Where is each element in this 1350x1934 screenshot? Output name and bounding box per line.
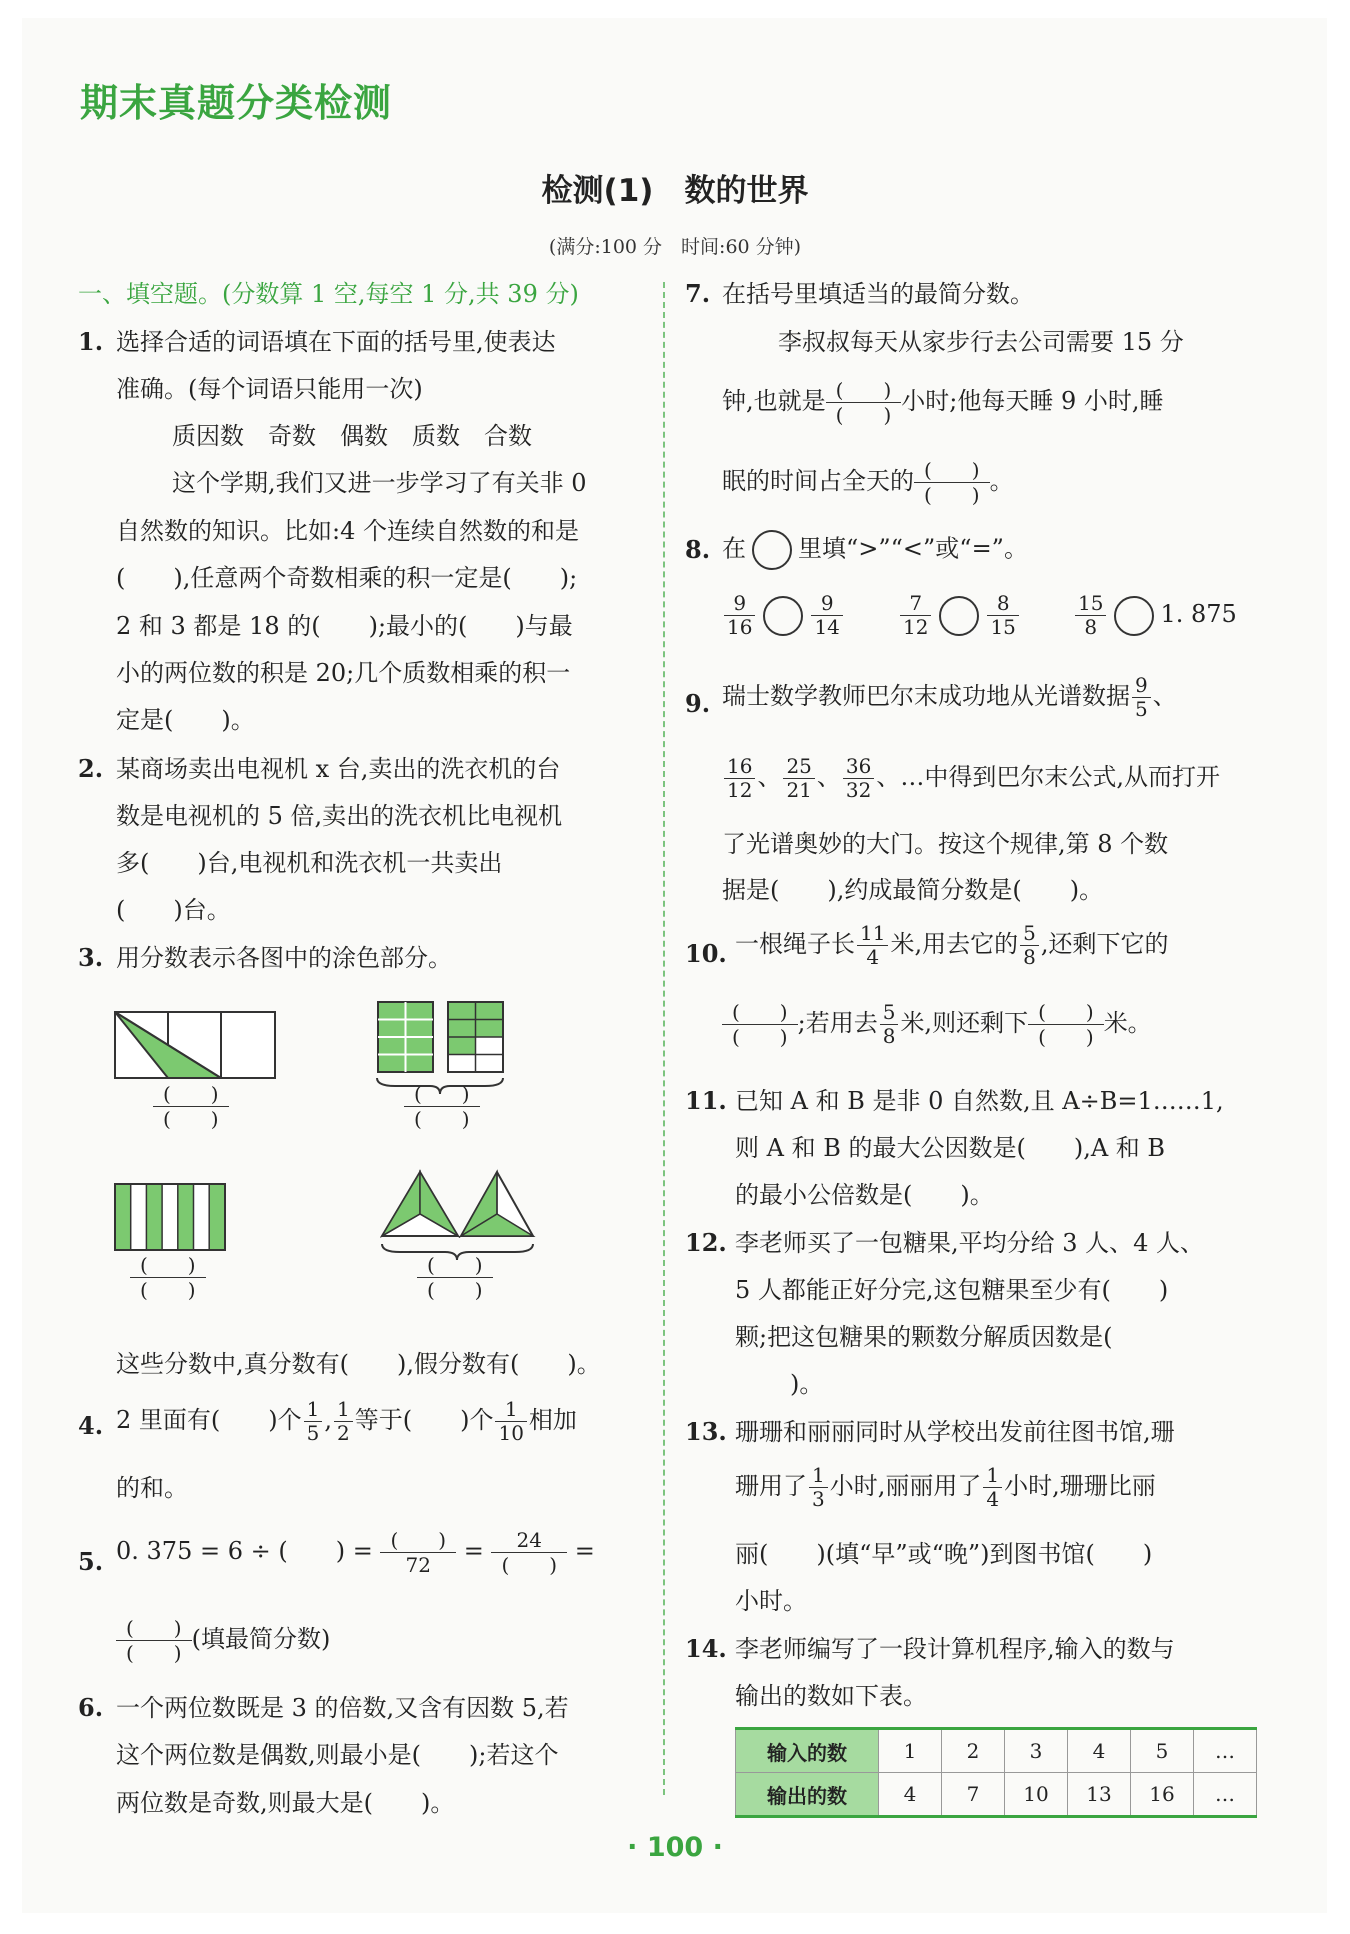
q10-blank-fraction[interactable]: $\frac{( )}{( )}$ (1028, 1000, 1104, 1049)
q9-line: 据是( ),约成最简分数是( )。 (722, 876, 1104, 904)
section-title: 一、填空题。(分数算 1 空,每空 1 分,共 39 分) (78, 280, 579, 308)
q1-line: 选择合适的词语填在下面的括号里,使表达 (116, 328, 556, 356)
q1-line: ( ),任意两个奇数相乘的积一定是( ); (116, 564, 578, 592)
figure-striped-rectangle (115, 1184, 225, 1250)
q14-number: 14. (685, 1634, 727, 1663)
q11-line: 则 A 和 B 的最大公因数是( ),A 和 B (735, 1134, 1166, 1162)
q9-line: $\frac{16}{12}$ 、 $\frac{25}{21}$ 、 $\frac{36}{32}$ 、…中得到巴尔末公式,从而打开 (722, 755, 1220, 802)
fraction: $\frac{1}{2}$ (334, 1398, 353, 1445)
q13-line: 珊珊和丽丽同时从学校出发前往图书馆,珊 (735, 1418, 1175, 1446)
q1-line: 这个学期,我们又进一步学习了有关非 0 (172, 469, 587, 497)
q1-line: 定是( )。 (116, 706, 255, 734)
q2-line: 数是电视机的 5 倍,卖出的洗衣机比电视机 (116, 802, 563, 830)
table-row (736, 1729, 1257, 1773)
q1-word-list: 质因数 奇数 偶数 质数 合数 (172, 422, 532, 450)
table-cell: 1 (879, 1729, 942, 1773)
q9-line: 瑞士数学教师巴尔末成功地从光谱数据 $\frac{9}{5}$ 、 (722, 673, 1177, 721)
q14-line: 输出的数如下表。 (735, 1682, 927, 1710)
page-number: · 100 · (627, 1832, 723, 1863)
compare-circle-icon (752, 530, 792, 570)
q13-line: 珊用了 $\frac{1}{3}$ 小时,丽丽用了 $\frac{1}{4}$ 小时,珊珊比丽 (735, 1463, 1156, 1511)
q11-number: 11. (685, 1086, 727, 1115)
q8-compare-2: $\frac{7}{12}$ $\frac{8}{15}$ (898, 592, 1021, 639)
q12-line: 5 人都能正好分完,这包糖果至少有( ) (735, 1276, 1169, 1304)
q1-line: 准确。(每个词语只能用一次) (116, 375, 423, 403)
exam-meta: (满分:100 分 时间:60 分钟) (548, 236, 802, 258)
q7-number: 7. (685, 279, 711, 308)
q6-line: 两位数是奇数,则最大是( )。 (116, 1789, 455, 1817)
figure-two-triangles (382, 1172, 533, 1260)
q12-line: )。 (790, 1370, 824, 1398)
q10-number: 10. (685, 939, 727, 968)
table-row (736, 1773, 1257, 1817)
q1-line: 2 和 3 都是 18 的( );最小的( )与最 (116, 612, 573, 640)
q5-line: 0. 375 = 6 ÷ ( ) = $\frac{( )}{72}$ = $\frac{24}{( )}$ = (116, 1528, 595, 1577)
q10-line: 一根绳子长 $\frac{11}{4}$ 米,用去它的 $\frac{5}{8}$ ,还剩下它的 (735, 921, 1169, 969)
series-title: 期末真题分类检测 (80, 81, 393, 125)
table-cell: … (1194, 1729, 1257, 1773)
fraction: $\frac{1}{5}$ (304, 1398, 323, 1445)
q4-line: 的和。 (116, 1474, 188, 1502)
q11-line: 的最小公倍数是( )。 (735, 1181, 994, 1209)
q13-line: 小时。 (735, 1587, 807, 1615)
table-cell: 5 (1131, 1729, 1194, 1773)
q5-line: $\frac{( )}{( )}$ (填最简分数) (116, 1616, 330, 1665)
q3-answer-blank-1[interactable]: $\frac{( )}{( )}$ (153, 1082, 229, 1131)
q3-answer-blank-3[interactable]: $\frac{( )}{( )}$ (130, 1253, 206, 1302)
q1-number: 1. (78, 327, 104, 356)
q8-number: 8. (685, 535, 711, 564)
q8-compare-1: $\frac{9}{16}$ $\frac{9}{14}$ (722, 592, 845, 639)
q7-line: 在括号里填适当的最简分数。 (722, 280, 1034, 308)
q8-line: 在 里填“>”“<”或“=”。 (722, 530, 1028, 570)
q2-line: 多( )台,电视机和洗衣机一共卖出 (116, 849, 503, 877)
q10-line: $\frac{( )}{( )}$ ;若用去 $\frac{5}{8}$ 米,则还剩下 $\frac{( )}{( )}$ 米。 (722, 1000, 1152, 1049)
q2-line: 某商场卖出电视机 x 台,卖出的洗衣机的台 (116, 755, 561, 783)
q13-number: 13. (685, 1417, 727, 1446)
q3-number: 3. (78, 943, 104, 972)
q9-number: 9. (685, 689, 711, 718)
figure-two-grids (377, 1002, 503, 1094)
q2-line: ( )台。 (116, 896, 231, 924)
q3-text: 用分数表示各图中的涂色部分。 (116, 944, 452, 972)
q7-line: 李叔叔每天从家步行去公司需要 15 分 (778, 328, 1184, 356)
compare-circle-icon[interactable] (1114, 596, 1154, 636)
q3-answer-blank-4[interactable]: $\frac{( )}{( )}$ (417, 1253, 493, 1302)
q3-footer: 这些分数中,真分数有( ),假分数有( )。 (116, 1350, 601, 1378)
output-label: 输出的数 (736, 1773, 879, 1817)
q12-line: 李老师买了一包糖果,平均分给 3 人、4 人、 (735, 1229, 1205, 1257)
table-cell: … (1194, 1773, 1257, 1817)
column-divider (663, 282, 665, 1795)
q5-number: 5. (78, 1547, 104, 1576)
q7-line: 眠的时间占全天的 $\frac{( )}{( )}$ 。 (722, 458, 1014, 507)
q6-line: 这个两位数是偶数,则最小是( );若这个 (116, 1741, 559, 1769)
q8-compare-3: $\frac{15}{8}$ 1. 875 (1073, 592, 1237, 639)
q2-number: 2. (78, 754, 104, 783)
q10-blank-fraction[interactable]: $\frac{( )}{( )}$ (722, 1000, 798, 1049)
table-cell: 13 (1068, 1773, 1131, 1817)
table-cell: 7 (942, 1773, 1005, 1817)
q4-number: 4. (78, 1411, 104, 1440)
table-cell: 4 (1068, 1729, 1131, 1773)
table-cell: 10 (1005, 1773, 1068, 1817)
q6-line: 一个两位数既是 3 的倍数,又含有因数 5,若 (116, 1694, 569, 1722)
figure-rectangle-triangle (115, 1012, 275, 1078)
table-cell: 4 (879, 1773, 942, 1817)
fraction: $\frac{1}{10}$ (495, 1398, 526, 1445)
compare-circle-icon[interactable] (939, 596, 979, 636)
q5-blank-fraction[interactable]: $\frac{( )}{( )}$ (116, 1616, 192, 1665)
io-table (735, 1727, 1257, 1818)
q4-line: 2 里面有( )个 $\frac{1}{5}$ , $\frac{1}{2}$ 等于( )个 $\frac{1}{10}$ 相加 (116, 1397, 577, 1445)
compare-circle-icon[interactable] (763, 596, 803, 636)
q7-blank-fraction[interactable]: $\frac{( )}{( )}$ (826, 378, 902, 427)
page-title: 检测(1) 数的世界 (541, 173, 809, 209)
table-cell: 16 (1131, 1773, 1194, 1817)
q11-line: 已知 A 和 B 是非 0 自然数,且 A÷B=1……1, (735, 1087, 1224, 1115)
q1-line: 自然数的知识。比如:4 个连续自然数的和是 (116, 517, 579, 545)
table-cell: 2 (942, 1729, 1005, 1773)
q9-line: 了光谱奥妙的大门。按这个规律,第 8 个数 (722, 830, 1169, 858)
q7-line: 钟,也就是 $\frac{( )}{( )}$ 小时;他每天睡 9 小时,睡 (722, 378, 1164, 427)
q12-number: 12. (685, 1228, 727, 1257)
q5-blank-fraction[interactable]: $\frac{24}{( )}$ (491, 1528, 567, 1577)
q1-line: 小的两位数的积是 20;几个质数相乘的积一 (116, 659, 571, 687)
input-label: 输入的数 (736, 1729, 879, 1773)
q13-line: 丽( )(填“早”或“晚”)到图书馆( ) (735, 1540, 1153, 1568)
q6-number: 6. (78, 1693, 104, 1722)
q5-blank-fraction[interactable]: $\frac{( )}{72}$ (380, 1528, 456, 1577)
q14-line: 李老师编写了一段计算机程序,输入的数与 (735, 1635, 1175, 1663)
q7-blank-fraction[interactable]: $\frac{( )}{( )}$ (914, 458, 990, 507)
table-cell: 3 (1005, 1729, 1068, 1773)
q12-line: 颗;把这包糖果的颗数分解质因数是( (735, 1323, 1113, 1351)
q3-answer-blank-2[interactable]: $\frac{( )}{( )}$ (404, 1082, 480, 1131)
